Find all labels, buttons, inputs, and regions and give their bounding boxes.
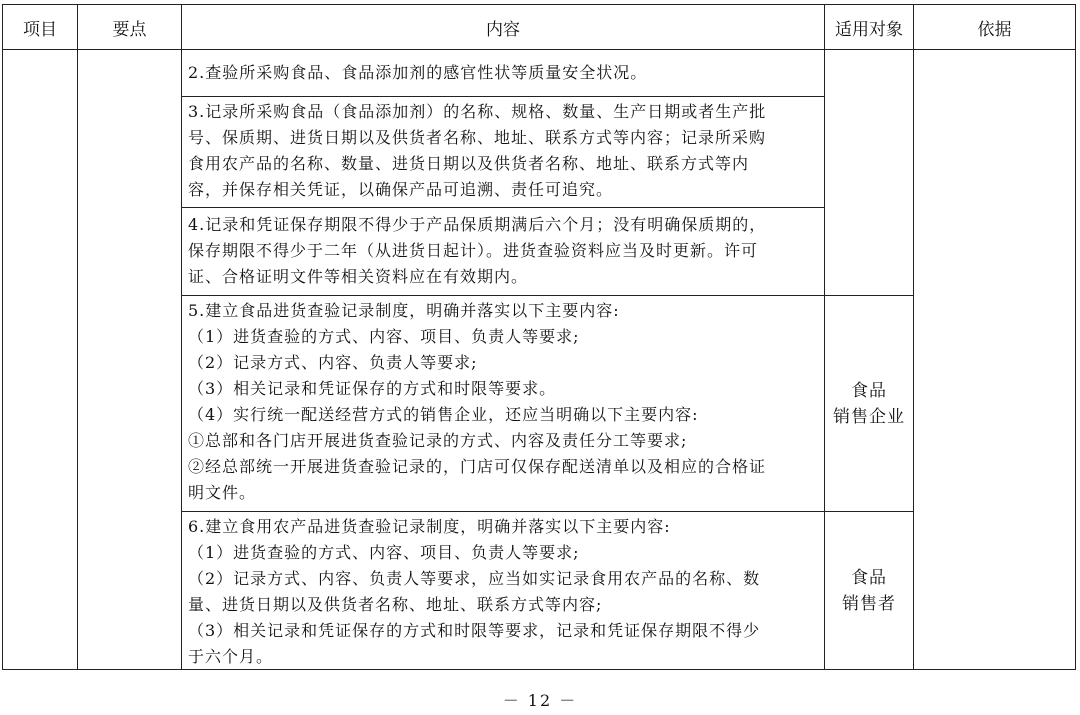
target-cell-seller xyxy=(825,512,914,670)
table-row xyxy=(3,50,1076,97)
clause-line: 3.记录所采购食品（食品添加剂）的名称、规格、数量、生产日期或者生产批 xyxy=(188,102,767,121)
target-line: 食品 xyxy=(851,380,887,401)
clause-line: 证、合格证明文件等相关资料应在有效期内。 xyxy=(188,267,529,286)
content-cell-2 xyxy=(182,50,825,97)
clause-line: 2.查验所采购食品、食品添加剂的感官性状等质量安全状况。 xyxy=(188,63,648,82)
clause-line: ①总部和各门店开展进货查验记录的方式、内容及责任分工等要求; xyxy=(188,431,688,450)
point-cell xyxy=(78,50,182,670)
header-basis: 依据 xyxy=(914,5,1076,50)
regulation-table xyxy=(2,4,1076,670)
content-cell-3 xyxy=(182,97,825,208)
table-header-row xyxy=(3,5,1076,50)
header-content: 内容 xyxy=(182,5,825,50)
target-line: 销售者 xyxy=(842,593,896,614)
clause-line: 4.记录和凭证保存期限不得少于产品保质期满后六个月；没有明确保质期的， xyxy=(188,215,767,234)
target-line: 销售企业 xyxy=(833,406,905,427)
clause-3 xyxy=(182,97,824,207)
clause-line: （2）记录方式、内容、负责人等要求; xyxy=(188,353,478,372)
basis-cell xyxy=(914,50,1076,670)
clause-5 xyxy=(182,296,824,511)
clause-line: （1）进货查验的方式、内容、项目、负责人等要求; xyxy=(188,327,580,346)
clause-line: 于六个月。 xyxy=(188,647,274,666)
page-number: － 12 － xyxy=(502,691,578,710)
target-line: 食品 xyxy=(851,567,887,588)
clause-line: （2）记录方式、内容、负责人等要求，应当如实记录食用农产品的名称、数 xyxy=(188,569,761,588)
clause-line: ②经总部统一开展进货查验记录的，门店可仅保存配送清单以及相应的合格证 xyxy=(188,457,767,476)
clause-4 xyxy=(182,208,824,295)
clause-line: （3）相关记录和凭证保存的方式和时限等要求。 xyxy=(188,379,557,398)
header-point: 要点 xyxy=(78,5,182,50)
content-cell-6 xyxy=(182,512,825,670)
content-cell-5 xyxy=(182,296,825,512)
target-cell-empty xyxy=(825,50,914,296)
clause-line: 明文件。 xyxy=(188,483,257,502)
content-cell-4 xyxy=(182,208,825,296)
clause-line: 6.建立食用农产品进货查验记录制度，明确并落实以下主要内容: xyxy=(188,517,671,536)
header-target: 适用对象 xyxy=(825,5,914,50)
clause-line: （1）进货查验的方式、内容、项目、负责人等要求; xyxy=(188,543,580,562)
clause-line: （3）相关记录和凭证保存的方式和时限等要求，记录和凭证保存期限不得少 xyxy=(188,621,761,640)
clause-line: 食用农产品的名称、数量、进货日期以及供货者名称、地址、联系方式等内 xyxy=(188,154,750,173)
clause-line: 号、保质期、进货日期以及供货者名称、地址、联系方式等内容；记录所采购 xyxy=(188,128,767,147)
clause-line: 5.建立食品进货查验记录制度，明确并落实以下主要内容: xyxy=(188,301,620,320)
header-item: 项目 xyxy=(3,5,78,50)
item-cell xyxy=(3,50,78,670)
clause-line: （4）实行统一配送经营方式的销售企业，还应当明确以下主要内容: xyxy=(188,405,699,424)
clause-line: 容，并保存相关凭证，以确保产品可追溯、责任可追究。 xyxy=(188,180,614,199)
clause-line: 量、进货日期以及供货者名称、地址、联系方式等内容; xyxy=(188,595,603,614)
clause-line: 保存期限不得少于二年（从进货日起计）。进货查验资料应当及时更新。许可 xyxy=(188,241,759,260)
clause-2 xyxy=(182,50,824,96)
clause-6 xyxy=(182,512,824,669)
target-cell-sales-enterprise xyxy=(825,296,914,512)
